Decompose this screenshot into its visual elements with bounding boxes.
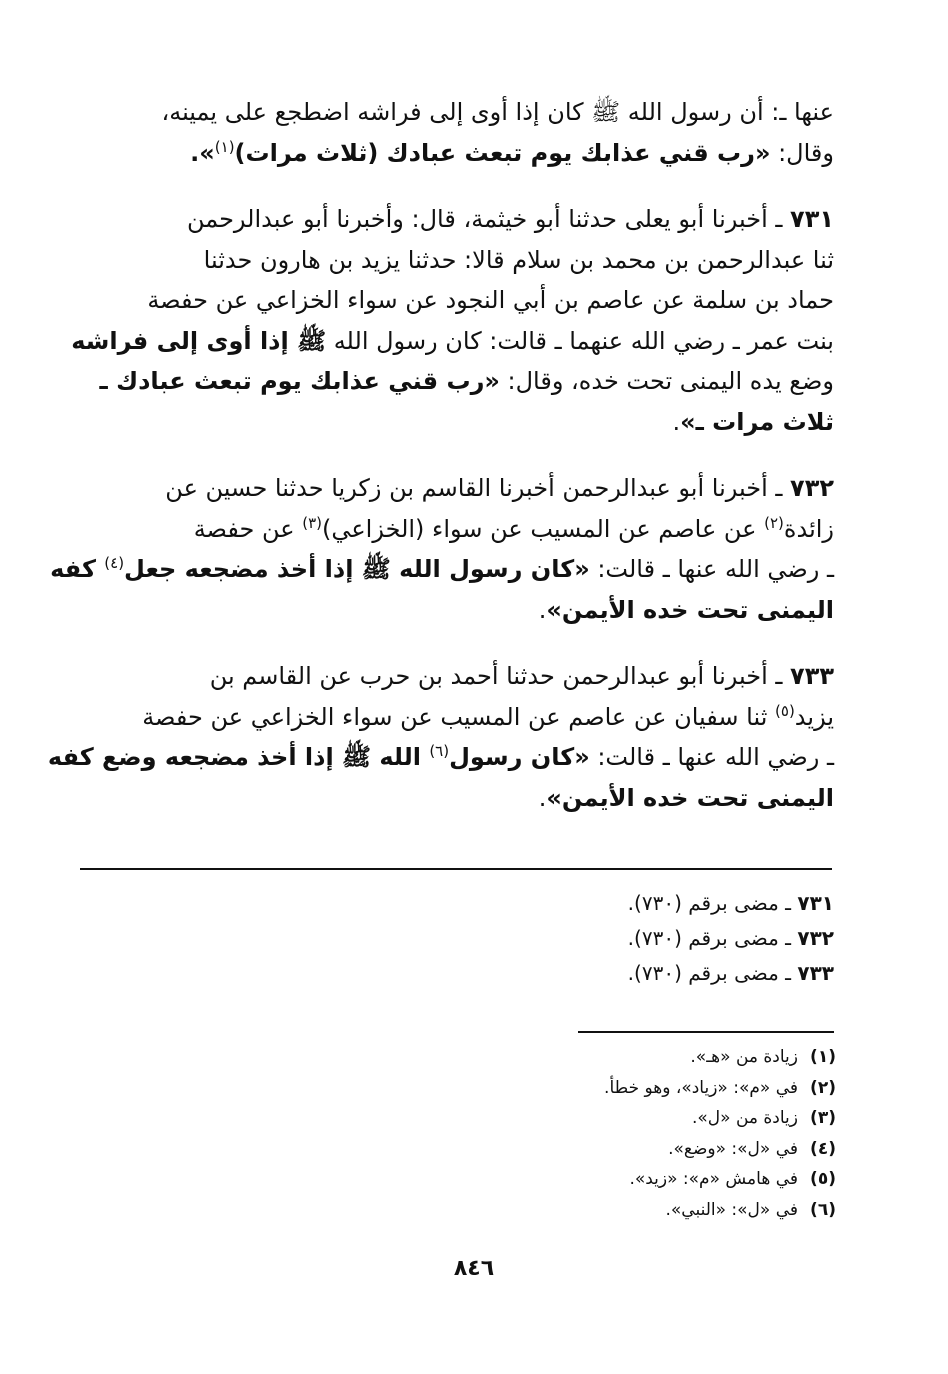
hadith-733 <box>47 656 834 818</box>
text-line: حماد بن سلمة عن عاصم بن أبي النجود عن سواء الخزاعي عن حفصة <box>147 286 834 314</box>
text-line: وقال: «رب قني عذابك يوم تبعث عبادك (ثلاث مرات)$^{(١)}$». <box>190 137 834 167</box>
reference-line: ٧٣١ ـ مضى برقم (٧٣٠). <box>627 891 834 915</box>
hadith-number: ٧٣٢ <box>790 474 834 502</box>
text-line: بنت عمر ـ رضي الله عنهما ـ قالت: كان رسول الله ﷺ إذا أوى إلى فراشه <box>71 326 834 355</box>
page-number: ٨٤٦ <box>453 1256 495 1281</box>
main-divider <box>80 868 832 870</box>
footnote-ref: (٣) <box>302 513 322 532</box>
paragraph-continuation <box>80 92 834 173</box>
text-line: وضع يده اليمنى تحت خده، وقال: «رب قني عذابك يوم تبعث عبادك ـ <box>99 367 834 395</box>
takhrij-references <box>434 886 834 991</box>
footnotes <box>436 1042 836 1225</box>
text-line: عنها ـ: أن رسول الله ﷺ كان إذا أوى إلى فراشه اضطجع على يمينه، <box>161 98 834 126</box>
footnotes-divider <box>578 1031 834 1033</box>
text-line: ٧٣٢ ـ أخبرنا أبو عبدالرحمن أخبرنا القاسم بن زكريا حدثنا حسين عن <box>165 474 834 502</box>
text-line: اليمنى تحت خده الأيمن». <box>538 595 834 624</box>
hadith-732 <box>50 468 834 630</box>
text-line: ثلاث مرات ـ». <box>672 407 834 436</box>
reference-line: ٧٣٣ ـ مضى برقم (٧٣٠). <box>627 961 834 985</box>
footnote: (١)زيادة من «هـ». <box>690 1047 836 1067</box>
text-line: ـ رضي الله عنها ـ قالت: «كان رسول الله ﷺ إذا أخذ مضجعه جعل$^{(٤)}$ كفه <box>50 554 834 583</box>
footnote: (٣)زيادة من «ل». <box>691 1108 836 1128</box>
text-line: ٧٣٣ ـ أخبرنا أبو عبدالرحمن حدثنا أحمد بن حرب عن القاسم بن <box>209 662 834 690</box>
footnote-ref: (٥) <box>775 701 795 720</box>
text-line: اليمنى تحت خده الأيمن». <box>538 783 834 812</box>
footnote-ref: (٢) <box>764 513 784 532</box>
footnote: (٥)في هامش «م»: «زيد». <box>629 1169 836 1189</box>
text-line: ثنا عبدالرحمن بن محمد بن سلام قالا: حدثنا يزيد بن هارون حدثنا <box>203 245 834 274</box>
main-text <box>47 92 834 844</box>
footnote: (٤)في «ل»: «وضع». <box>668 1138 836 1159</box>
hadith-number: ٧٣٣ <box>790 662 834 690</box>
reference-line: ٧٣٢ ـ مضى برقم (٧٣٠). <box>627 926 834 950</box>
text-line: ـ رضي الله عنها ـ قالت: «كان رسول$^{(٦)}$ الله ﷺ إذا أخذ مضجعه وضع كفه <box>47 742 834 771</box>
hadith-731 <box>71 199 834 442</box>
text-line: ٧٣١ ـ أخبرنا أبو يعلى حدثنا أبو خيثمة، قال: وأخبرنا أبو عبدالرحمن <box>186 205 834 233</box>
footnote: (٢)في «م»: «زياد»، وهو خطأ. <box>604 1077 836 1098</box>
footnote: (٦)في «ل»: «النبي». <box>665 1199 836 1220</box>
text-line: يزيد$^{(٥)}$ ثنا سفيان عن عاصم عن المسيب عن سواء الخزاعي عن حفصة <box>142 701 834 731</box>
footnote-ref: (١) <box>214 137 235 156</box>
hadith-number: ٧٣١ <box>790 205 834 233</box>
footnote-ref: (٤) <box>104 554 125 572</box>
footnote-ref: (٦) <box>429 742 450 760</box>
text-line: زائدة$^{(٢)}$ عن عاصم عن المسيب عن سواء (الخزاعي)$^{(٣)}$ عن حفصة <box>193 513 834 543</box>
